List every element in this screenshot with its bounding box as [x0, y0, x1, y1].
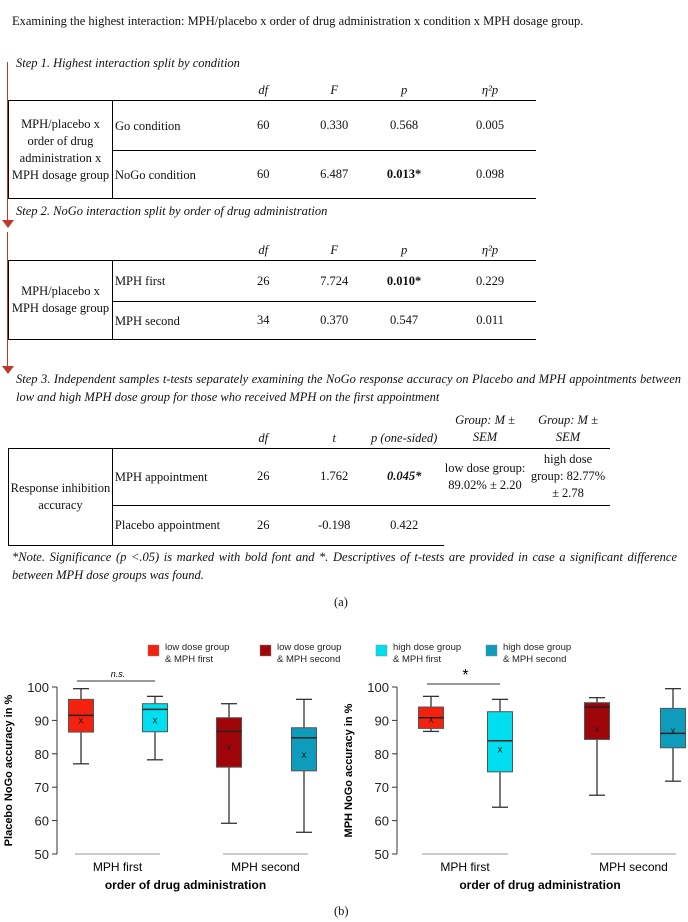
col-t: t: [304, 408, 364, 448]
figure-title: Examining the highest interaction: MPH/placebo x order of drug administration x condition x MPH dosage group.: [12, 14, 584, 28]
cell-eta: 0.098: [444, 151, 536, 199]
x-tick-label: MPH second: [231, 860, 300, 874]
y-tick-label: 100: [27, 680, 49, 695]
row-label: MPH/placebo x MPH dosage group: [9, 261, 113, 340]
y-tick-label: 100: [367, 680, 389, 695]
significance-label: n.s.: [110, 669, 126, 679]
cell-t: -0.198: [304, 505, 364, 545]
cell-t: 1.762: [304, 448, 364, 505]
y-axis-label: MPH NoGo accuracy in %: [343, 703, 355, 838]
col-F: F: [304, 236, 364, 261]
cell-F: 0.370: [304, 302, 364, 340]
legend-swatch: [486, 645, 497, 656]
legend-label: & MPH second: [277, 654, 341, 665]
legend-swatch: [376, 645, 387, 656]
legend-label: & MPH second: [503, 654, 567, 665]
cell-F: 6.487: [304, 151, 364, 199]
x-axis-label: order of drug administration: [459, 878, 621, 892]
cell-df: 60: [222, 151, 304, 199]
table-note: *Note. Significance (p <.05) is marked with bold font and *. Descriptives of t-tests are provided in case a significant difference between MPH dose groups was found.: [12, 550, 677, 582]
arrowhead-1-icon: [2, 220, 14, 228]
row-name: Go condition: [112, 101, 222, 151]
cell-eta: 0.229: [444, 261, 536, 302]
cell-df: 26: [222, 505, 304, 545]
cell-p-significant: 0.045*: [386, 469, 422, 483]
arrowhead-2-icon: [2, 366, 14, 374]
x-tick-label: MPH first: [440, 860, 490, 874]
y-tick-label: 90: [374, 713, 389, 729]
legend-swatch: [260, 645, 271, 656]
col-df: df: [222, 236, 304, 261]
mean-marker: x: [226, 741, 232, 753]
y-tick-label: 80: [374, 746, 389, 762]
col-eta: η²p: [444, 236, 536, 261]
cell-p-significant: 0.013*: [386, 167, 422, 181]
mean-marker: x: [497, 744, 503, 756]
col-group-low: Group: M ± SEM: [444, 408, 526, 448]
y-tick-label: 50: [374, 847, 389, 862]
legend-swatch: [148, 645, 159, 656]
step3-heading: Step 3. Independent samples t-tests separately examining the NoGo response accuracy on Placebo and MPH appointments between low and high MPH dose group for those who received MPH on the first appointment: [16, 372, 681, 404]
cell-p: 0.568: [364, 101, 444, 151]
cell-F: 0.330: [304, 101, 364, 151]
cell-df: 26: [222, 261, 304, 302]
caption-b: (b): [334, 904, 349, 918]
mean-marker: x: [670, 725, 676, 737]
row-name: Placebo appointment: [112, 505, 222, 545]
col-df: df: [222, 76, 304, 101]
cell-eta: 0.011: [444, 302, 536, 340]
y-tick-label: 60: [374, 813, 389, 829]
mean-marker: x: [301, 750, 307, 762]
y-tick-label: 80: [34, 746, 49, 762]
cell-F: 7.724: [304, 261, 364, 302]
box-high-dose-group-mph-first: [488, 712, 513, 772]
row-label: Response inhibition accuracy: [9, 448, 113, 545]
y-tick-label: 50: [34, 847, 49, 862]
y-axis-label: Placebo NoGo accuracy in %: [3, 694, 15, 847]
mean-marker: x: [594, 724, 600, 736]
caption-a: (a): [334, 595, 348, 609]
row-name: NoGo condition: [112, 151, 222, 199]
legend-label: & MPH first: [165, 654, 214, 665]
col-p: p: [364, 76, 444, 101]
legend-label: high dose group: [503, 642, 572, 653]
row-name: MPH first: [112, 261, 222, 302]
cell-p-significant: 0.010*: [386, 273, 422, 288]
mean-marker: x: [428, 714, 434, 726]
cell-p: 0.547: [364, 302, 444, 340]
significance-label: *: [462, 667, 469, 684]
step1-heading: Step 1. Highest interaction split by condition: [16, 56, 240, 70]
cell-group-low: low dose group: 89.02% ± 2.20: [444, 448, 526, 505]
row-name: MPH second: [112, 302, 222, 340]
legend-label: low dose group: [277, 642, 342, 653]
y-tick-label: 70: [374, 780, 389, 796]
step2-table: [8, 236, 536, 340]
col-F: F: [304, 76, 364, 101]
row-label: MPH/placebo x order of drug administration x MPH dosage group: [9, 101, 113, 199]
x-axis-label: order of drug administration: [104, 878, 267, 892]
cell-p: 0.422: [364, 505, 444, 545]
cell-df: 60: [222, 101, 304, 151]
y-tick-label: 90: [34, 713, 49, 729]
col-eta: η²p: [444, 76, 536, 101]
step3-table: [8, 408, 610, 546]
cell-eta: 0.005: [444, 101, 536, 151]
step2-heading: Step 2. NoGo interaction split by order of drug administration: [16, 204, 328, 218]
y-tick-label: 60: [34, 813, 49, 829]
col-p: p: [364, 236, 444, 261]
x-tick-label: MPH second: [599, 860, 668, 874]
cell-df: 26: [222, 448, 304, 505]
cell-df: 34: [222, 302, 304, 340]
x-tick-label: MPH first: [92, 860, 143, 874]
col-df: df: [222, 408, 304, 448]
legend-label: & MPH first: [393, 654, 442, 665]
col-p: p (one-sided): [364, 408, 444, 448]
legend-label: high dose group: [393, 642, 462, 653]
mean-marker: x: [78, 715, 84, 727]
legend-label: low dose group: [165, 642, 230, 653]
y-tick-label: 70: [34, 780, 49, 796]
mean-marker: x: [152, 715, 158, 727]
row-name: MPH appointment: [112, 448, 222, 505]
col-group-high: Group: M ± SEM: [526, 408, 610, 448]
step1-table: [8, 76, 536, 199]
boxplot-charts: [0, 630, 688, 900]
cell-group-high: high dose group: 82.77% ± 2.78: [526, 448, 610, 505]
